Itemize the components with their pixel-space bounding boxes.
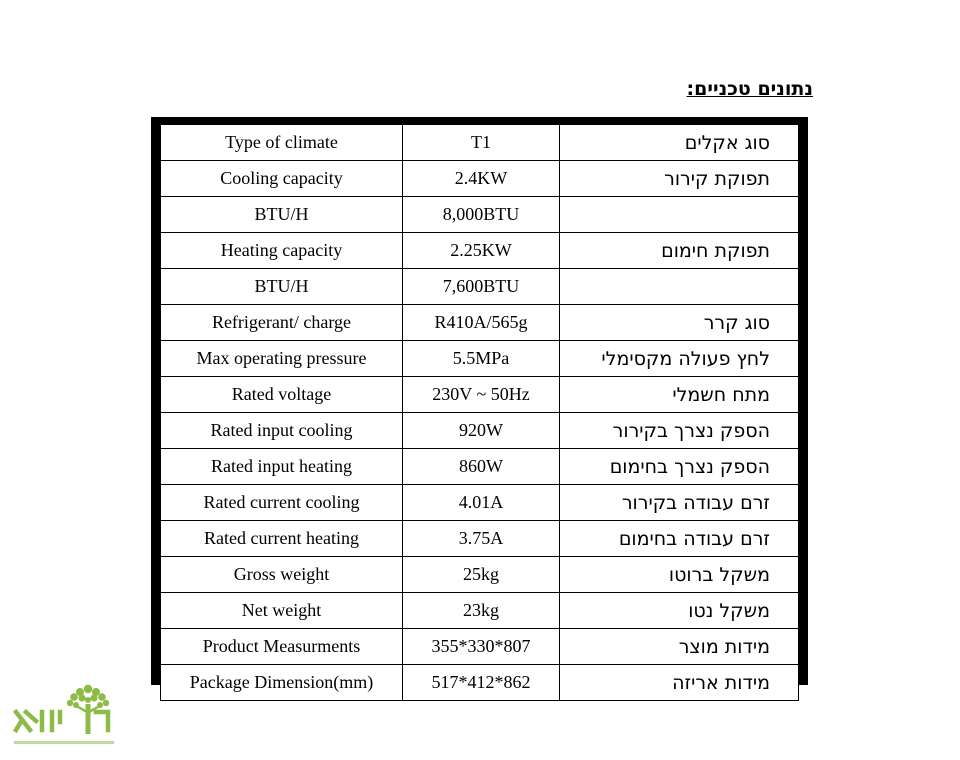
- spec-value: 517*412*862: [403, 665, 560, 701]
- spec-value: 5.5MPa: [403, 341, 560, 377]
- spec-row: [161, 377, 799, 413]
- spec-row: [161, 125, 799, 161]
- spec-hebrew-label: מידות מוצר: [560, 629, 799, 665]
- page-heading: נתונים טכניים:: [686, 78, 813, 100]
- spec-row: [161, 269, 799, 305]
- spec-hebrew-label: זרם עבודה בחימום: [560, 521, 799, 557]
- spec-hebrew-label: [560, 269, 799, 305]
- spec-english-label: Rated voltage: [161, 377, 403, 413]
- spec-row: [161, 449, 799, 485]
- spec-value: 8,000BTU: [403, 197, 560, 233]
- spec-value: 25kg: [403, 557, 560, 593]
- spec-hebrew-label: לחץ פעולה מקסימלי: [560, 341, 799, 377]
- spec-row: [161, 413, 799, 449]
- spec-row: [161, 161, 799, 197]
- spec-english-label: Net weight: [161, 593, 403, 629]
- spec-row: [161, 305, 799, 341]
- spec-english-label: Rated current heating: [161, 521, 403, 557]
- spec-row: [161, 557, 799, 593]
- spec-english-label: Product Measurments: [161, 629, 403, 665]
- spec-english-label: Package Dimension(mm): [161, 665, 403, 701]
- tree-icon: [67, 685, 109, 734]
- spec-value: 920W: [403, 413, 560, 449]
- spec-row: [161, 341, 799, 377]
- spec-row: [161, 197, 799, 233]
- spec-value: 23kg: [403, 593, 560, 629]
- spec-english-label: Cooling capacity: [161, 161, 403, 197]
- spec-row: [161, 233, 799, 269]
- spec-value: 230V ~ 50Hz: [403, 377, 560, 413]
- spec-value: R410A/565g: [403, 305, 560, 341]
- spec-hebrew-label: הספק נצרך בחימום: [560, 449, 799, 485]
- spec-value: 860W: [403, 449, 560, 485]
- spec-value: 3.75A: [403, 521, 560, 557]
- spec-english-label: Type of climate: [161, 125, 403, 161]
- spec-hebrew-label: משקל ברוטו: [560, 557, 799, 593]
- spec-hebrew-label: מתח חשמלי: [560, 377, 799, 413]
- spec-hebrew-label: מידות אריזה: [560, 665, 799, 701]
- spec-english-label: Max operating pressure: [161, 341, 403, 377]
- spec-english-label: BTU/H: [161, 269, 403, 305]
- logo-tagline-mark: [14, 741, 114, 744]
- spec-hebrew-label: משקל נטו: [560, 593, 799, 629]
- spec-hebrew-label: תפוקת חימום: [560, 233, 799, 269]
- spec-english-label: Gross weight: [161, 557, 403, 593]
- spec-table-frame: [151, 117, 808, 694]
- spec-value: 4.01A: [403, 485, 560, 521]
- spec-table-body: [161, 125, 799, 701]
- spec-value: T1: [403, 125, 560, 161]
- spec-hebrew-label: סוג קרר: [560, 305, 799, 341]
- spec-value: 355*330*807: [403, 629, 560, 665]
- spec-english-label: Rated input heating: [161, 449, 403, 485]
- spec-hebrew-label: [560, 197, 799, 233]
- spec-hebrew-label: סוג אקלים: [560, 125, 799, 161]
- spec-row: [161, 629, 799, 665]
- spec-row: [161, 593, 799, 629]
- spec-english-label: Rated current cooling: [161, 485, 403, 521]
- spec-english-label: Rated input cooling: [161, 413, 403, 449]
- spec-english-label: Refrigerant/ charge: [161, 305, 403, 341]
- spec-value: 2.4KW: [403, 161, 560, 197]
- spec-hebrew-label: זרם עבודה בקירור: [560, 485, 799, 521]
- spec-row: [161, 521, 799, 557]
- spec-hebrew-label: תפוקת קירור: [560, 161, 799, 197]
- spec-english-label: BTU/H: [161, 197, 403, 233]
- spec-hebrew-label: הספק נצרך בקירור: [560, 413, 799, 449]
- spec-row: [161, 485, 799, 521]
- logo-wordmark-shape: [16, 712, 108, 730]
- spec-table: [160, 124, 799, 701]
- spec-english-label: Heating capacity: [161, 233, 403, 269]
- spec-row: [161, 665, 799, 701]
- brand-logo: [12, 684, 118, 750]
- spec-value: 7,600BTU: [403, 269, 560, 305]
- spec-value: 2.25KW: [403, 233, 560, 269]
